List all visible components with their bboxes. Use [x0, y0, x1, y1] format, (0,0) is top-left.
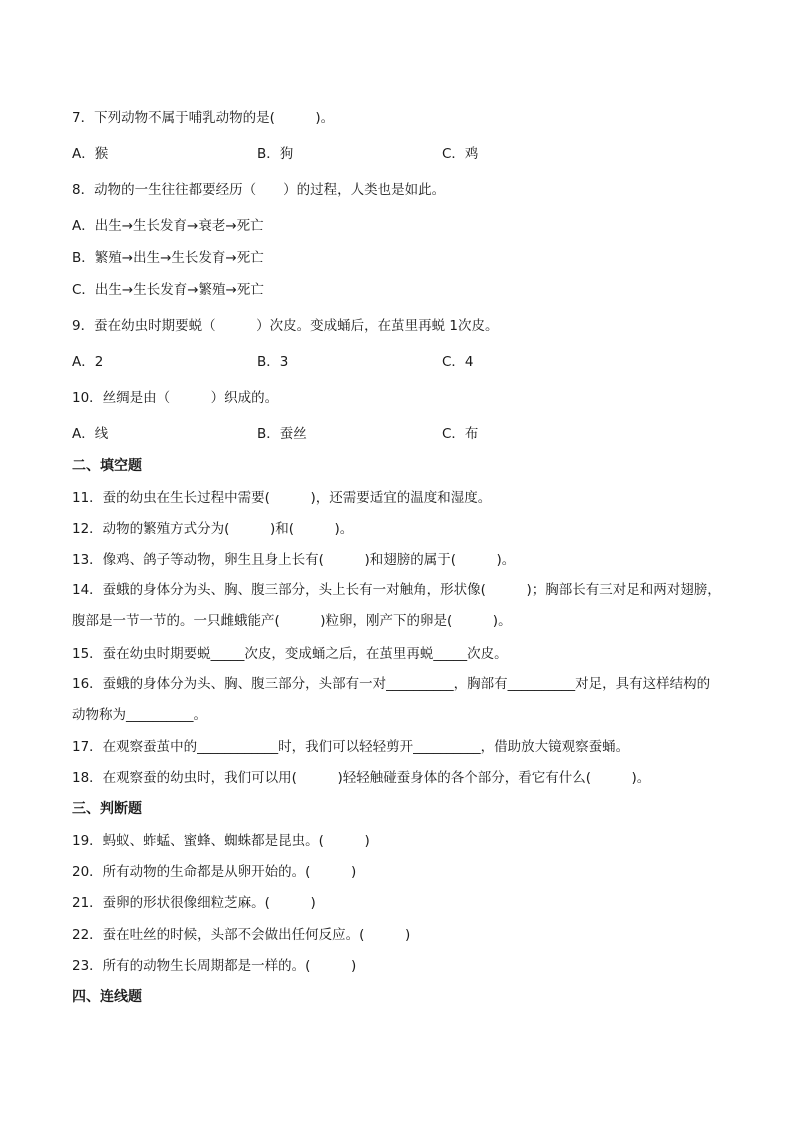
- question-7-option-b: B．狗: [257, 146, 294, 162]
- question-22: 22．蚕在吐丝的时候，头部不会做出任何反应。( ): [72, 927, 411, 943]
- question-12: 12．动物的繁殖方式分为( )和( )。: [72, 521, 354, 537]
- section-heading-fill: 二、填空题: [72, 458, 142, 474]
- question-10-stem: 10．丝绸是由（ ）织成的。: [72, 390, 279, 406]
- question-7-option-a: A．猴: [72, 146, 109, 162]
- question-16: 16．蚕蛾的身体分为头、胸、腹三部分，头部有一对__________，胸部有__________对足，具有这样结构的动物称为__________。: [72, 676, 711, 723]
- question-7-option-c: C．鸡: [442, 146, 479, 162]
- question-9-stem: 9．蚕在幼虫时期要蜕（ ）次皮。变成蛹后，在茧里再蜕 1次皮。: [72, 318, 499, 334]
- question-18: 18．在观察蚕的幼虫时，我们可以用( )轻轻触碰蚕身体的各个部分，看它有什么( )。: [72, 770, 651, 786]
- question-17: 17．在观察蚕茧中的____________时，我们可以轻轻剪开__________，借助放大镜观察蚕蛹。: [72, 739, 630, 755]
- question-9-option-b: B．3: [257, 354, 289, 370]
- section-heading-match: 四、连线题: [72, 989, 142, 1005]
- question-8-option-b: B．繁殖→出生→生长发育→死亡: [72, 250, 264, 266]
- question-10-option-b: B．蚕丝: [257, 426, 307, 442]
- question-10-option-c: C．布: [442, 426, 479, 442]
- section-heading-judge: 三、判断题: [72, 801, 142, 817]
- question-23: 23．所有的动物生长周期都是一样的。( ): [72, 958, 357, 974]
- question-8-stem: 8．动物的一生往往都要经历（ ）的过程，人类也是如此。: [72, 182, 446, 198]
- question-13: 13．像鸡、鸽子等动物，卵生且身上长有( )和翅膀的属于( )。: [72, 552, 516, 568]
- question-9-option-c: C．4: [442, 354, 474, 370]
- question-15: 15．蚕在幼虫时期要蜕_____次皮，变成蛹之后，在茧里再蜕_____次皮。: [72, 646, 508, 662]
- question-20: 20．所有动物的生命都是从卵开始的。( ): [72, 864, 357, 880]
- question-7-stem: 7．下列动物不属于哺乳动物的是( )。: [72, 110, 335, 126]
- question-8-option-a: A．出生→生长发育→衰老→死亡: [72, 218, 264, 234]
- question-11: 11．蚕的幼虫在生长过程中需要( )，还需要适宜的温度和湿度。: [72, 490, 492, 506]
- question-19: 19．蚂蚁、蚱蜢、蜜蜂、蜘蛛都是昆虫。( ): [72, 833, 370, 849]
- question-14: 14．蚕蛾的身体分为头、胸、腹三部分，头上长有一对触角，形状像( )；胸部长有三对足和两对翅膀，腹部是一节一节的。一只雌蛾能产( )粒卵，刚产下的卵是( )。: [72, 582, 721, 629]
- question-21: 21．蚕卵的形状很像细粒芝麻。( ): [72, 895, 316, 911]
- question-8-option-c: C．出生→生长发育→繁殖→死亡: [72, 282, 264, 298]
- question-9-option-a: A．2: [72, 354, 104, 370]
- question-10-option-a: A．线: [72, 426, 109, 442]
